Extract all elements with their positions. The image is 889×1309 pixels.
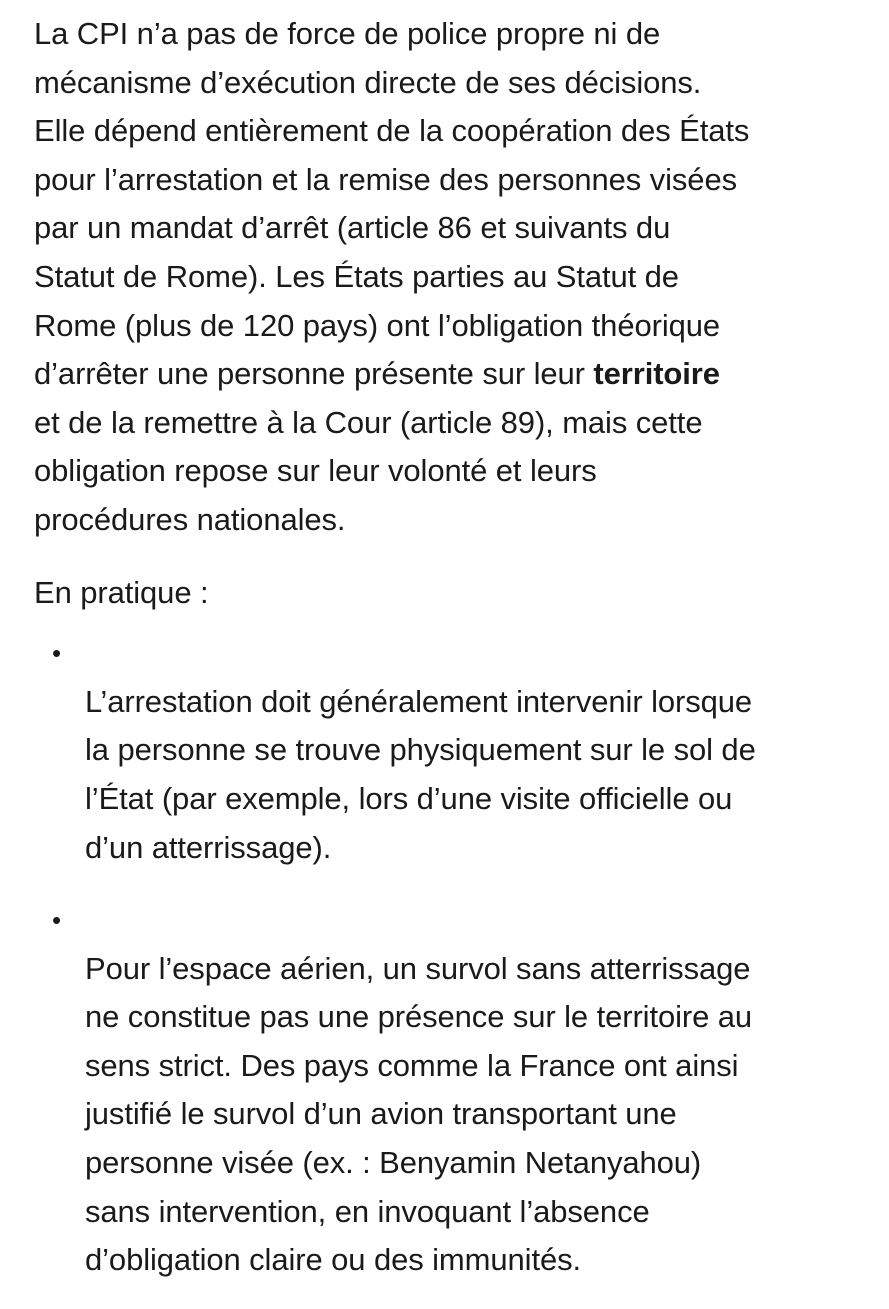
list-item-text: Pour l’espace aérien, un survol sans atterrissage ne constitue pas une présence sur le territoire au sens strict. Des pays comme la France ont ainsi justifié le survol d’un avion transportant une personne visée (ex. : Benyamin Netanyahou) sans intervention, en invoquant l’absence d’obligation claire ou des immunités. [85, 950, 753, 1278]
intro-paragraph [34, 10, 864, 545]
list-item [34, 896, 864, 1285]
list-item [34, 629, 864, 872]
intro-text-part1: La CPI n’a pas de force de police propre ni de mécanisme d’exécution directe de ses décisions. Elle dépend entièrement de la coopération des États pour l’arrestation et la remise des personnes visées par un mandat d’arrêt (article 86 et suivants du Statut de Rome). Les États parties au Statut de Rome (plus de 120 pays) ont l’obligation théorique d’arrêter une personne présente sur leur [34, 16, 750, 392]
bullet-list [34, 629, 864, 1285]
bullet-icon: • [52, 638, 62, 669]
bullet-icon: • [52, 905, 62, 936]
intro-text-part2: et de la remettre à la Cour (article 89), mais cette obligation repose sur leur volonté et leurs procédures nationales. [34, 404, 703, 537]
document-body [34, 10, 864, 1309]
section-heading: En pratique : [34, 574, 209, 610]
list-item-text: L’arrestation doit généralement intervenir lorsque la personne se trouve physiquement sur le sol de l’État (par exemple, lors d’une visite officielle ou d’un atterrissage). [85, 683, 756, 865]
bold-word-territoire: territoire [593, 356, 720, 392]
